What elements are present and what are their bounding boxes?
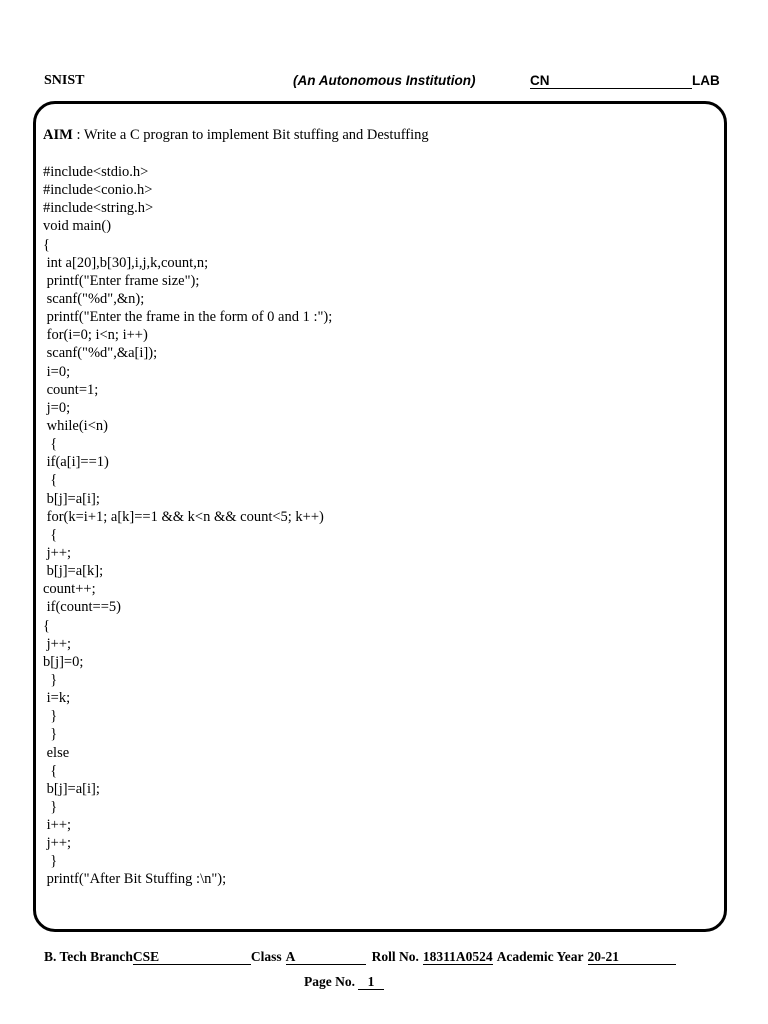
code-line: b[j]=a[k]; xyxy=(43,563,104,580)
branch-value: CSE xyxy=(133,950,251,965)
code-line: } xyxy=(43,798,58,815)
code-line: if(a[i]==1) xyxy=(43,454,109,471)
aim-text: : Write a C progran to implement Bit stuffing and Destuffing xyxy=(72,127,429,143)
code-line: #include<stdio.h> xyxy=(43,164,149,180)
page-number xyxy=(304,974,384,990)
code-line: printf("Enter frame size"); xyxy=(43,272,200,289)
page-footer xyxy=(44,949,734,967)
code-line: { xyxy=(43,526,58,543)
code-line: count++; xyxy=(43,581,96,598)
code-line: { xyxy=(43,436,58,453)
code-line: b[j]=a[i]; xyxy=(43,780,100,797)
code-line: while(i<n) xyxy=(43,417,108,434)
code-line: b[j]=0; xyxy=(43,653,84,670)
code-line: b[j]=a[i]; xyxy=(43,490,100,507)
code-line: printf("Enter the frame in the form of 0 and 1 :"); xyxy=(43,309,333,326)
code-line: printf("After Bit Stuffing :\n"); xyxy=(43,871,227,888)
institution-name: SNIST xyxy=(44,73,85,88)
code-line: void main() xyxy=(43,218,112,235)
aim-statement xyxy=(43,126,713,144)
code-line: j++; xyxy=(43,635,72,652)
year-value: 20-21 xyxy=(588,950,676,965)
page-value: 1 xyxy=(358,975,384,990)
subject-name: CN xyxy=(530,73,692,89)
year-label: Academic Year xyxy=(496,949,584,964)
code-line: i++; xyxy=(43,817,72,834)
code-line: { xyxy=(43,762,58,779)
code-line: count=1; xyxy=(43,381,99,398)
roll-label: Roll No. xyxy=(371,949,419,964)
code-line: scanf("%d",&a[i]); xyxy=(43,345,158,362)
program-content xyxy=(43,126,713,889)
code-line: } xyxy=(43,671,58,688)
code-line: for(k=i+1; a[k]==1 && k<n && count<5; k++) xyxy=(43,508,324,525)
code-line: j=0; xyxy=(43,399,71,416)
code-line: } xyxy=(43,708,58,725)
code-line: int a[20],b[30],i,j,k,count,n; xyxy=(43,254,209,271)
code-line: } xyxy=(43,726,58,743)
page-label: Page No. xyxy=(304,974,355,989)
code-line: if(count==5) xyxy=(43,599,121,616)
code-line: scanf("%d",&n); xyxy=(43,290,145,307)
page-header xyxy=(44,73,726,93)
branch-label: B. Tech Branch xyxy=(44,949,133,964)
lab-label: LAB xyxy=(692,73,720,88)
code-line: j++; xyxy=(43,544,72,561)
code-line: for(i=0; i<n; i++) xyxy=(43,327,148,344)
subject-lab xyxy=(530,73,720,89)
institution-subtitle: (An Autonomous Institution) xyxy=(293,73,476,88)
code-line: i=k; xyxy=(43,690,71,707)
code-line: #include<string.h> xyxy=(43,200,154,217)
roll-value: 18311A0524 xyxy=(422,949,493,964)
aim-label: AIM xyxy=(43,127,73,143)
code-line: i=0; xyxy=(43,363,71,380)
code-line: else xyxy=(43,744,70,761)
code-line: j++; xyxy=(43,835,72,852)
code-line: } xyxy=(43,853,58,870)
code-line: { xyxy=(43,472,58,489)
class-label: Class xyxy=(250,949,282,964)
code-block xyxy=(43,163,713,889)
class-value: A xyxy=(286,950,366,965)
code-line: { xyxy=(43,617,50,634)
code-line: { xyxy=(43,236,50,253)
code-line: #include<conio.h> xyxy=(43,182,153,199)
